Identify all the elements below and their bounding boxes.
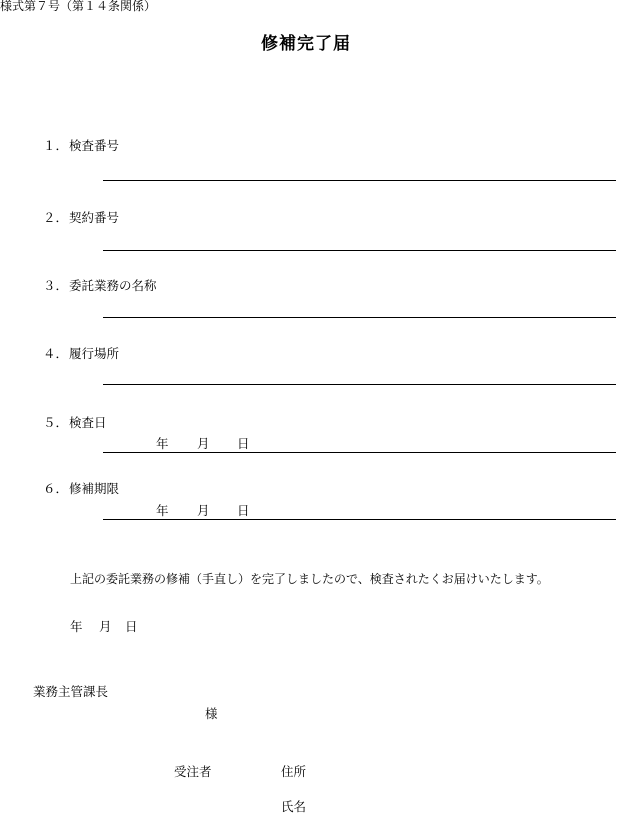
form-number: 様式第７号（第１４条関係）	[0, 0, 157, 13]
item-inspection-number	[43, 140, 119, 153]
year-unit: 年	[156, 503, 169, 518]
month-unit: 月	[197, 436, 210, 451]
contractor-label: 受注者	[174, 764, 212, 779]
item-label: 修補期限	[69, 481, 120, 496]
item-repair-deadline	[43, 483, 119, 496]
day-unit: 日	[237, 503, 250, 518]
item-contract-number	[43, 212, 119, 225]
item-number: ２．	[43, 210, 69, 225]
item-number: １．	[43, 138, 69, 153]
recipient-title: 業務主管課長	[33, 684, 109, 699]
address-label: 住所	[281, 764, 307, 779]
item-number: ６．	[43, 481, 69, 496]
item-label: 検査日	[69, 415, 107, 430]
month-unit: 月	[197, 503, 210, 518]
item-number: ５．	[43, 415, 69, 430]
item-inspection-date	[43, 417, 107, 430]
day-unit: 日	[125, 619, 138, 634]
item-contract-work-name	[43, 280, 157, 293]
document-title: 修補完了届	[261, 34, 351, 54]
item-number: ３．	[43, 278, 69, 293]
item-label: 検査番号	[69, 138, 120, 153]
day-unit: 日	[237, 436, 250, 451]
completion-notice: 上記の委託業務の修補（手直し）を完了しましたので、検査されたくお届けいたします。	[70, 572, 549, 586]
item-label: 委託業務の名称	[69, 278, 157, 293]
contract-number-field-line[interactable]	[103, 250, 616, 251]
contract-work-name-field-line[interactable]	[103, 317, 616, 318]
item-number: ４．	[43, 346, 69, 361]
repair-deadline-field-line[interactable]	[103, 519, 616, 520]
honorific: 様	[205, 706, 218, 721]
item-label: 履行場所	[69, 346, 120, 361]
name-label: 氏名	[281, 799, 307, 814]
year-unit: 年	[70, 619, 83, 634]
performance-location-field-line[interactable]	[103, 384, 616, 385]
item-label: 契約番号	[69, 210, 120, 225]
month-unit: 月	[99, 619, 112, 634]
year-unit: 年	[156, 436, 169, 451]
inspection-number-field-line[interactable]	[103, 180, 616, 181]
inspection-date-field-line[interactable]	[103, 452, 616, 453]
item-performance-location	[43, 348, 119, 361]
